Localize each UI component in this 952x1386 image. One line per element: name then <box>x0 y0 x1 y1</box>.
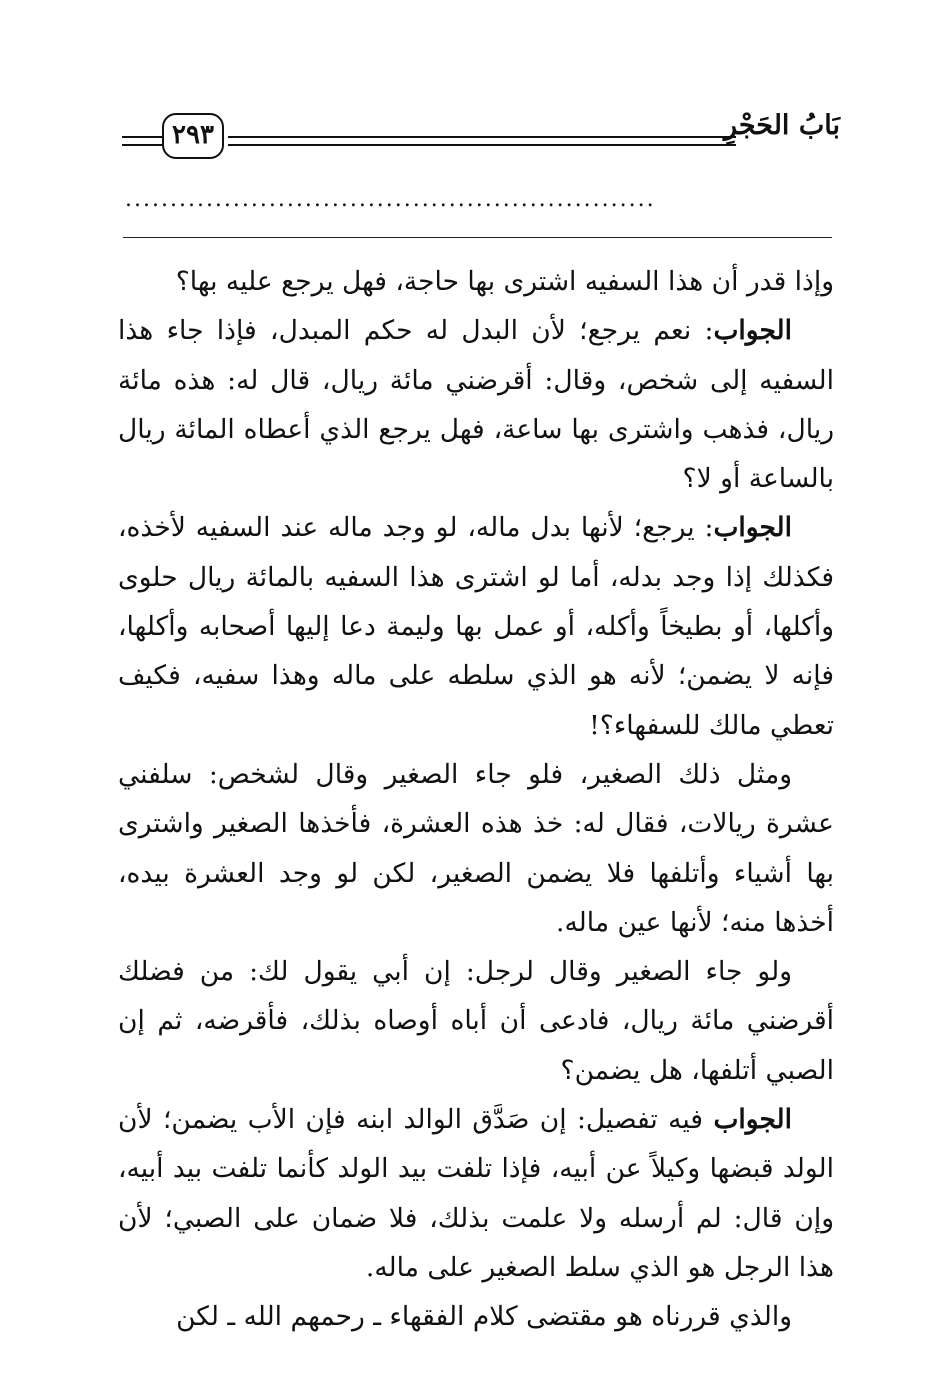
paragraph-1 <box>118 257 834 306</box>
paragraph-5 <box>118 947 834 1095</box>
paragraph-text: : نعم يرجع؛ لأن البدل له حكم المبدل، فإذا جاء هذا السفيه إلى شخص، وقال: أقرضني مائة ريال، قال له: هذه مائة ريال، فذهب واشترى بها ساعة، فهل يرجع الذي أعطاه المائة ريال بالساعة أو لا؟ <box>118 315 834 495</box>
paragraph-3 <box>118 503 834 749</box>
dotted-separator: ........................................................... <box>125 190 656 210</box>
paragraph-text: ومثل ذلك الصغير، فلو جاء الصغير وقال لشخص: سلفني عشرة ريالات، فقال له: خذ هذه العشرة، فأخذها الصغير واشترى بها أشياء وأتلفها فلا يضمن الصغير، لكن لو وجد العشرة بيده، أخذها منه؛ لأنها عين ماله. <box>118 758 834 938</box>
header-rule-left <box>122 136 162 146</box>
paragraph-text: : يرجع؛ لأنها بدل ماله، لو وجد ماله عند السفيه لأخذه، فكذلك إذا وجد بدله، أما لو اشترى هذا السفيه بالمائة ريال حلوى وأكلها، أو بطيخاً وأكله، أو عمل بها وليمة دعا إليها أصحابه وأكلها، فإنه لا يضمن؛ لأنه هو الذي سلطه على ماله وهذا سفيه، فكيف تعطي مالك للسفهاء؟! <box>118 512 834 741</box>
chapter-title: بَابُ الحَجْرِ <box>723 110 840 141</box>
header-rule-right <box>228 136 736 146</box>
separator-line <box>123 237 832 238</box>
paragraph-text: ولو جاء الصغير وقال لرجل: إن أبي يقول لك: من فضلك أقرضني مائة ريال، فادعى أن أباه أوصاه بذلك، فأقرضه، ثم إن الصبي أتلفها، هل يضمن؟ <box>118 956 834 1086</box>
paragraph-text: وإذا قدر أن هذا السفيه اشترى بها حاجة، فهل يرجع عليه بها؟ <box>175 266 834 297</box>
body-text <box>118 257 834 1342</box>
paragraph-text: فيه تفصيل: إن صَدَّق الوالد ابنه فإن الأب يضمن؛ لأن الولد قبضها وكيلاً عن أبيه، فإذا تلفت بيد الولد كأنما تلفت بيد أبيه، وإن قال: لم أرسله ولا علمت بذلك، فلا ضمان على الصبي؛ لأن هذا الرجل هو الذي سلط الصغير على ماله. <box>118 1104 834 1283</box>
answer-label: الجواب <box>713 512 792 544</box>
answer-label: الجواب <box>713 1104 792 1136</box>
paragraph-2 <box>118 306 834 503</box>
page-header <box>120 105 840 165</box>
paragraph-6 <box>118 1095 834 1292</box>
paragraph-4 <box>118 750 834 947</box>
paragraph-text: والذي قررناه هو مقتضى كلام الفقهاء ـ رحمهم الله ـ لكن <box>176 1301 792 1333</box>
answer-label: الجواب <box>713 315 792 347</box>
page-number: ٢٩٣ <box>162 113 224 159</box>
paragraph-7 <box>118 1292 834 1341</box>
